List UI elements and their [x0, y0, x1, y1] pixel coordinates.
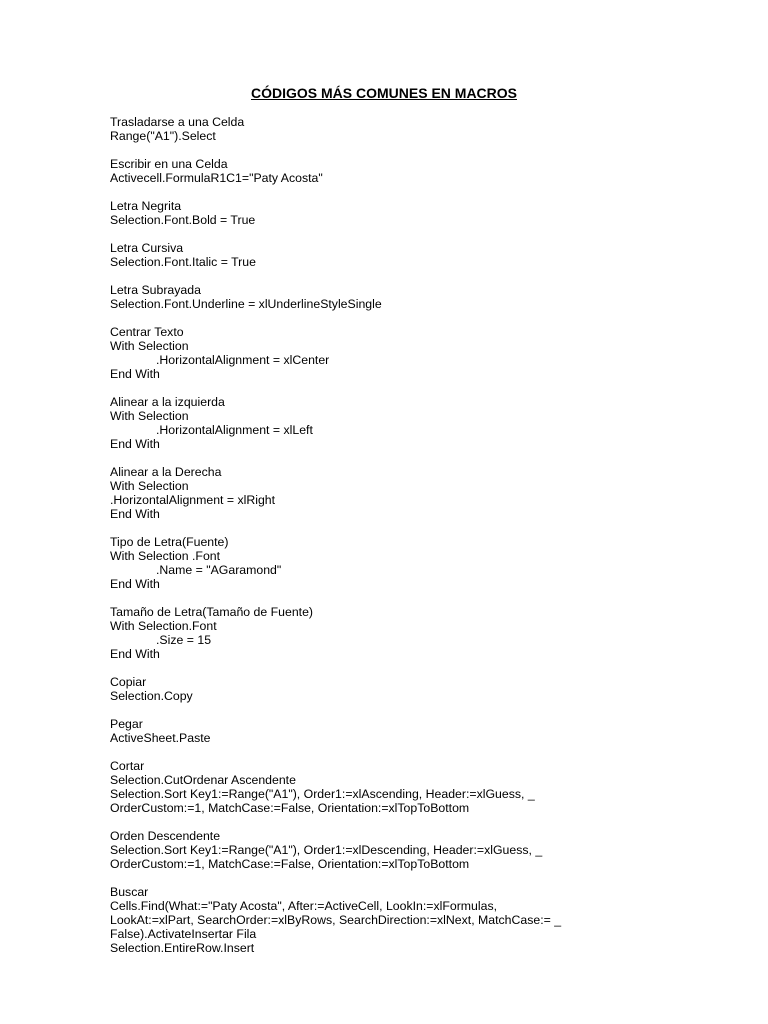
- code-line: Cells.Find(What:="Paty Acosta", After:=ActiveCell, LookIn:=xlFormulas,: [110, 899, 498, 913]
- section-buscar: [110, 885, 750, 955]
- section-izquierda: [110, 395, 750, 451]
- code-line: Range("A1").Select: [110, 129, 216, 143]
- section-subrayada: [110, 283, 750, 311]
- section-escribir: [110, 157, 750, 185]
- section-heading: Trasladarse a una Celda: [110, 115, 245, 129]
- code-line: Selection.Font.Underline = xlUnderlineStyleSingle: [110, 297, 382, 311]
- section-heading: Pegar: [110, 717, 143, 731]
- section-heading: Alinear a la izquierda: [110, 395, 225, 409]
- code-line: End With: [110, 367, 160, 381]
- section-heading: Tipo de Letra(Fuente): [110, 535, 229, 549]
- code-line: .HorizontalAlignment = xlRight: [110, 493, 276, 507]
- section-tamano-letra: [110, 605, 750, 661]
- section-heading: Centrar Texto: [110, 325, 184, 339]
- code-line: With Selection .Font: [110, 549, 221, 563]
- code-line: LookAt:=xlPart, SearchOrder:=xlByRows, SearchDirection:=xlNext, MatchCase:= _: [110, 913, 562, 927]
- code-line: .Size = 15: [156, 633, 212, 647]
- code-line: Selection.Copy: [110, 689, 193, 703]
- section-pegar: [110, 717, 750, 745]
- code-line: End With: [110, 437, 160, 451]
- code-line: Selection.EntireRow.Insert: [110, 941, 255, 955]
- section-trasladarse: [110, 115, 750, 143]
- code-line: Selection.Font.Italic = True: [110, 255, 256, 269]
- section-heading: Tamaño de Letra(Tamaño de Fuente): [110, 605, 314, 619]
- section-negrita: [110, 199, 750, 227]
- section-copiar: [110, 675, 750, 703]
- section-heading: Cortar: [110, 759, 145, 773]
- code-line: End With: [110, 647, 160, 661]
- code-line: With Selection: [110, 409, 189, 423]
- section-tipo-letra: [110, 535, 750, 591]
- section-centrar: [110, 325, 750, 381]
- section-heading: Buscar: [110, 885, 149, 899]
- section-heading: Copiar: [110, 675, 147, 689]
- code-line: Activecell.FormulaR1C1="Paty Acosta": [110, 171, 323, 185]
- code-line: Selection.Sort Key1:=Range("A1"), Order1:=xlAscending, Header:=xlGuess, _: [110, 787, 535, 801]
- code-line: End With: [110, 577, 160, 591]
- code-line: .HorizontalAlignment = xlLeft: [156, 423, 313, 437]
- code-line: .HorizontalAlignment = xlCenter: [156, 353, 330, 367]
- document-content: [110, 115, 750, 969]
- code-line: Selection.Font.Bold = True: [110, 213, 256, 227]
- code-line: .Name = "AGaramond": [156, 563, 282, 577]
- code-line: End With: [110, 507, 160, 521]
- code-line: With Selection: [110, 479, 189, 493]
- section-heading: Escribir en una Celda: [110, 157, 228, 171]
- code-line: Selection.CutOrdenar Ascendente: [110, 773, 296, 787]
- section-heading: Letra Negrita: [110, 199, 182, 213]
- section-heading: Alinear a la Derecha: [110, 465, 222, 479]
- section-heading: Letra Subrayada: [110, 283, 201, 297]
- section-heading: Letra Cursiva: [110, 241, 184, 255]
- code-line: OrderCustom:=1, MatchCase:=False, Orientation:=xlTopToBottom: [110, 801, 470, 815]
- section-orden-descendente: [110, 829, 750, 871]
- code-line: OrderCustom:=1, MatchCase:=False, Orientation:=xlTopToBottom: [110, 857, 470, 871]
- code-line: With Selection: [110, 339, 189, 353]
- code-line: Selection.Sort Key1:=Range("A1"), Order1:=xlDescending, Header:=xlGuess, _: [110, 843, 543, 857]
- section-cortar: [110, 759, 750, 815]
- section-cursiva: [110, 241, 750, 269]
- code-line: ActiveSheet.Paste: [110, 731, 211, 745]
- page-title: CÓDIGOS MÁS COMUNES EN MACROS: [250, 85, 517, 101]
- section-derecha: [110, 465, 750, 521]
- section-heading: Orden Descendente: [110, 829, 221, 843]
- code-line: With Selection.Font: [110, 619, 217, 633]
- code-line: False).ActivateInsertar Fila: [110, 927, 257, 941]
